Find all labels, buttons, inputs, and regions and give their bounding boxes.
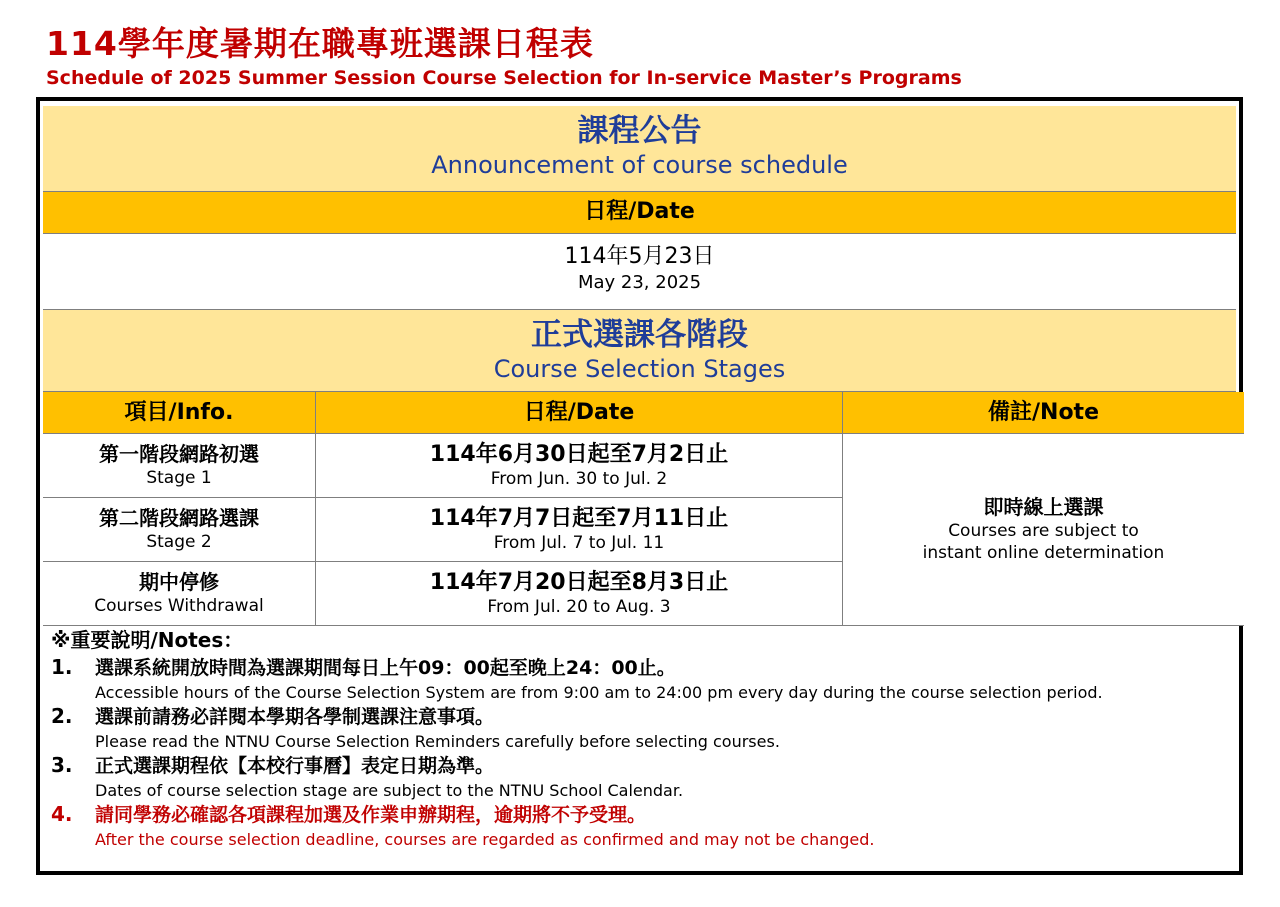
announcement-header xyxy=(43,106,1236,192)
page-title: 114學年度暑期在職專班選課日程表 xyxy=(46,24,594,63)
stages-header xyxy=(43,310,1236,392)
column-header-info: 項目/Info. xyxy=(43,392,316,434)
announcement-heading-zh: 課程公告 xyxy=(577,113,702,149)
note-item-important: 4. 請同學務必確認各項課程加選及作業申辦期程，逾期將不予受理。 After the course selection deadline, courses are regarded as confirmed and may not be changed. xyxy=(51,802,875,849)
announcement-date-label: 日程/Date xyxy=(584,199,695,224)
note-item: 3. 正式選課期程依【本校行事曆】表定日期為準。 Dates of course selection stage are subject to the NTNU School Calendar. xyxy=(51,753,684,800)
stages-heading-zh: 正式選課各階段 xyxy=(531,317,748,353)
announcement-date-band xyxy=(43,234,1236,310)
announcement-date-label-band xyxy=(43,192,1236,234)
column-header-note: 備註/Note xyxy=(843,392,1244,434)
table-row-stage1-item: 第一階段網路初選 Stage 1 xyxy=(43,434,316,498)
table-row-withdrawal-date: 114年7月20日起至8月3日止 From Jul. 20 to Aug. 3 xyxy=(316,562,843,626)
announcement-date-en: May 23, 2025 xyxy=(577,272,702,293)
table-row-stage1-date: 114年6月30日起至7月2日止 From Jun. 30 to Jul. 2 xyxy=(316,434,843,498)
column-header-date: 日程/Date xyxy=(316,392,843,434)
note-item: 2. 選課前請務必詳閱本學期各學制選課注意事項。 Please read the NTNU Course Selection Reminders carefully before selecting courses. xyxy=(51,704,780,751)
page-subtitle: Schedule of 2025 Summer Session Course Selection for In-service Master’s Programs xyxy=(46,67,962,89)
stages-note-zh: 即時線上選課 xyxy=(983,495,1104,519)
table-row-stage2-item: 第二階段網路選課 Stage 2 xyxy=(43,498,316,562)
notes-section xyxy=(43,625,1236,851)
stages-heading-en: Course Selection Stages xyxy=(493,355,786,383)
table-row-withdrawal-item: 期中停修 Courses Withdrawal xyxy=(43,562,316,626)
stages-note-en-line1: Courses are subject to xyxy=(948,521,1139,541)
announcement-date-zh: 114年5月23日 xyxy=(564,244,715,269)
table-row-stage2-date: 114年7月7日起至7月11日止 From Jul. 7 to Jul. 11 xyxy=(316,498,843,562)
schedule-table xyxy=(36,97,1243,875)
note-item: 1. 選課系統開放時間為選課期間每日上午09：00起至晚上24：00止。 Accessible hours of the Course Selection System are from 9:00 am to 24:00 pm every day during the course selection period. xyxy=(51,655,1103,702)
stages-note-en-line2: instant online determination xyxy=(922,543,1165,563)
announcement-heading-en: Announcement of course schedule xyxy=(431,151,848,179)
notes-heading: ※重要說明/Notes： xyxy=(51,628,244,652)
stages-note-cell xyxy=(843,434,1244,626)
